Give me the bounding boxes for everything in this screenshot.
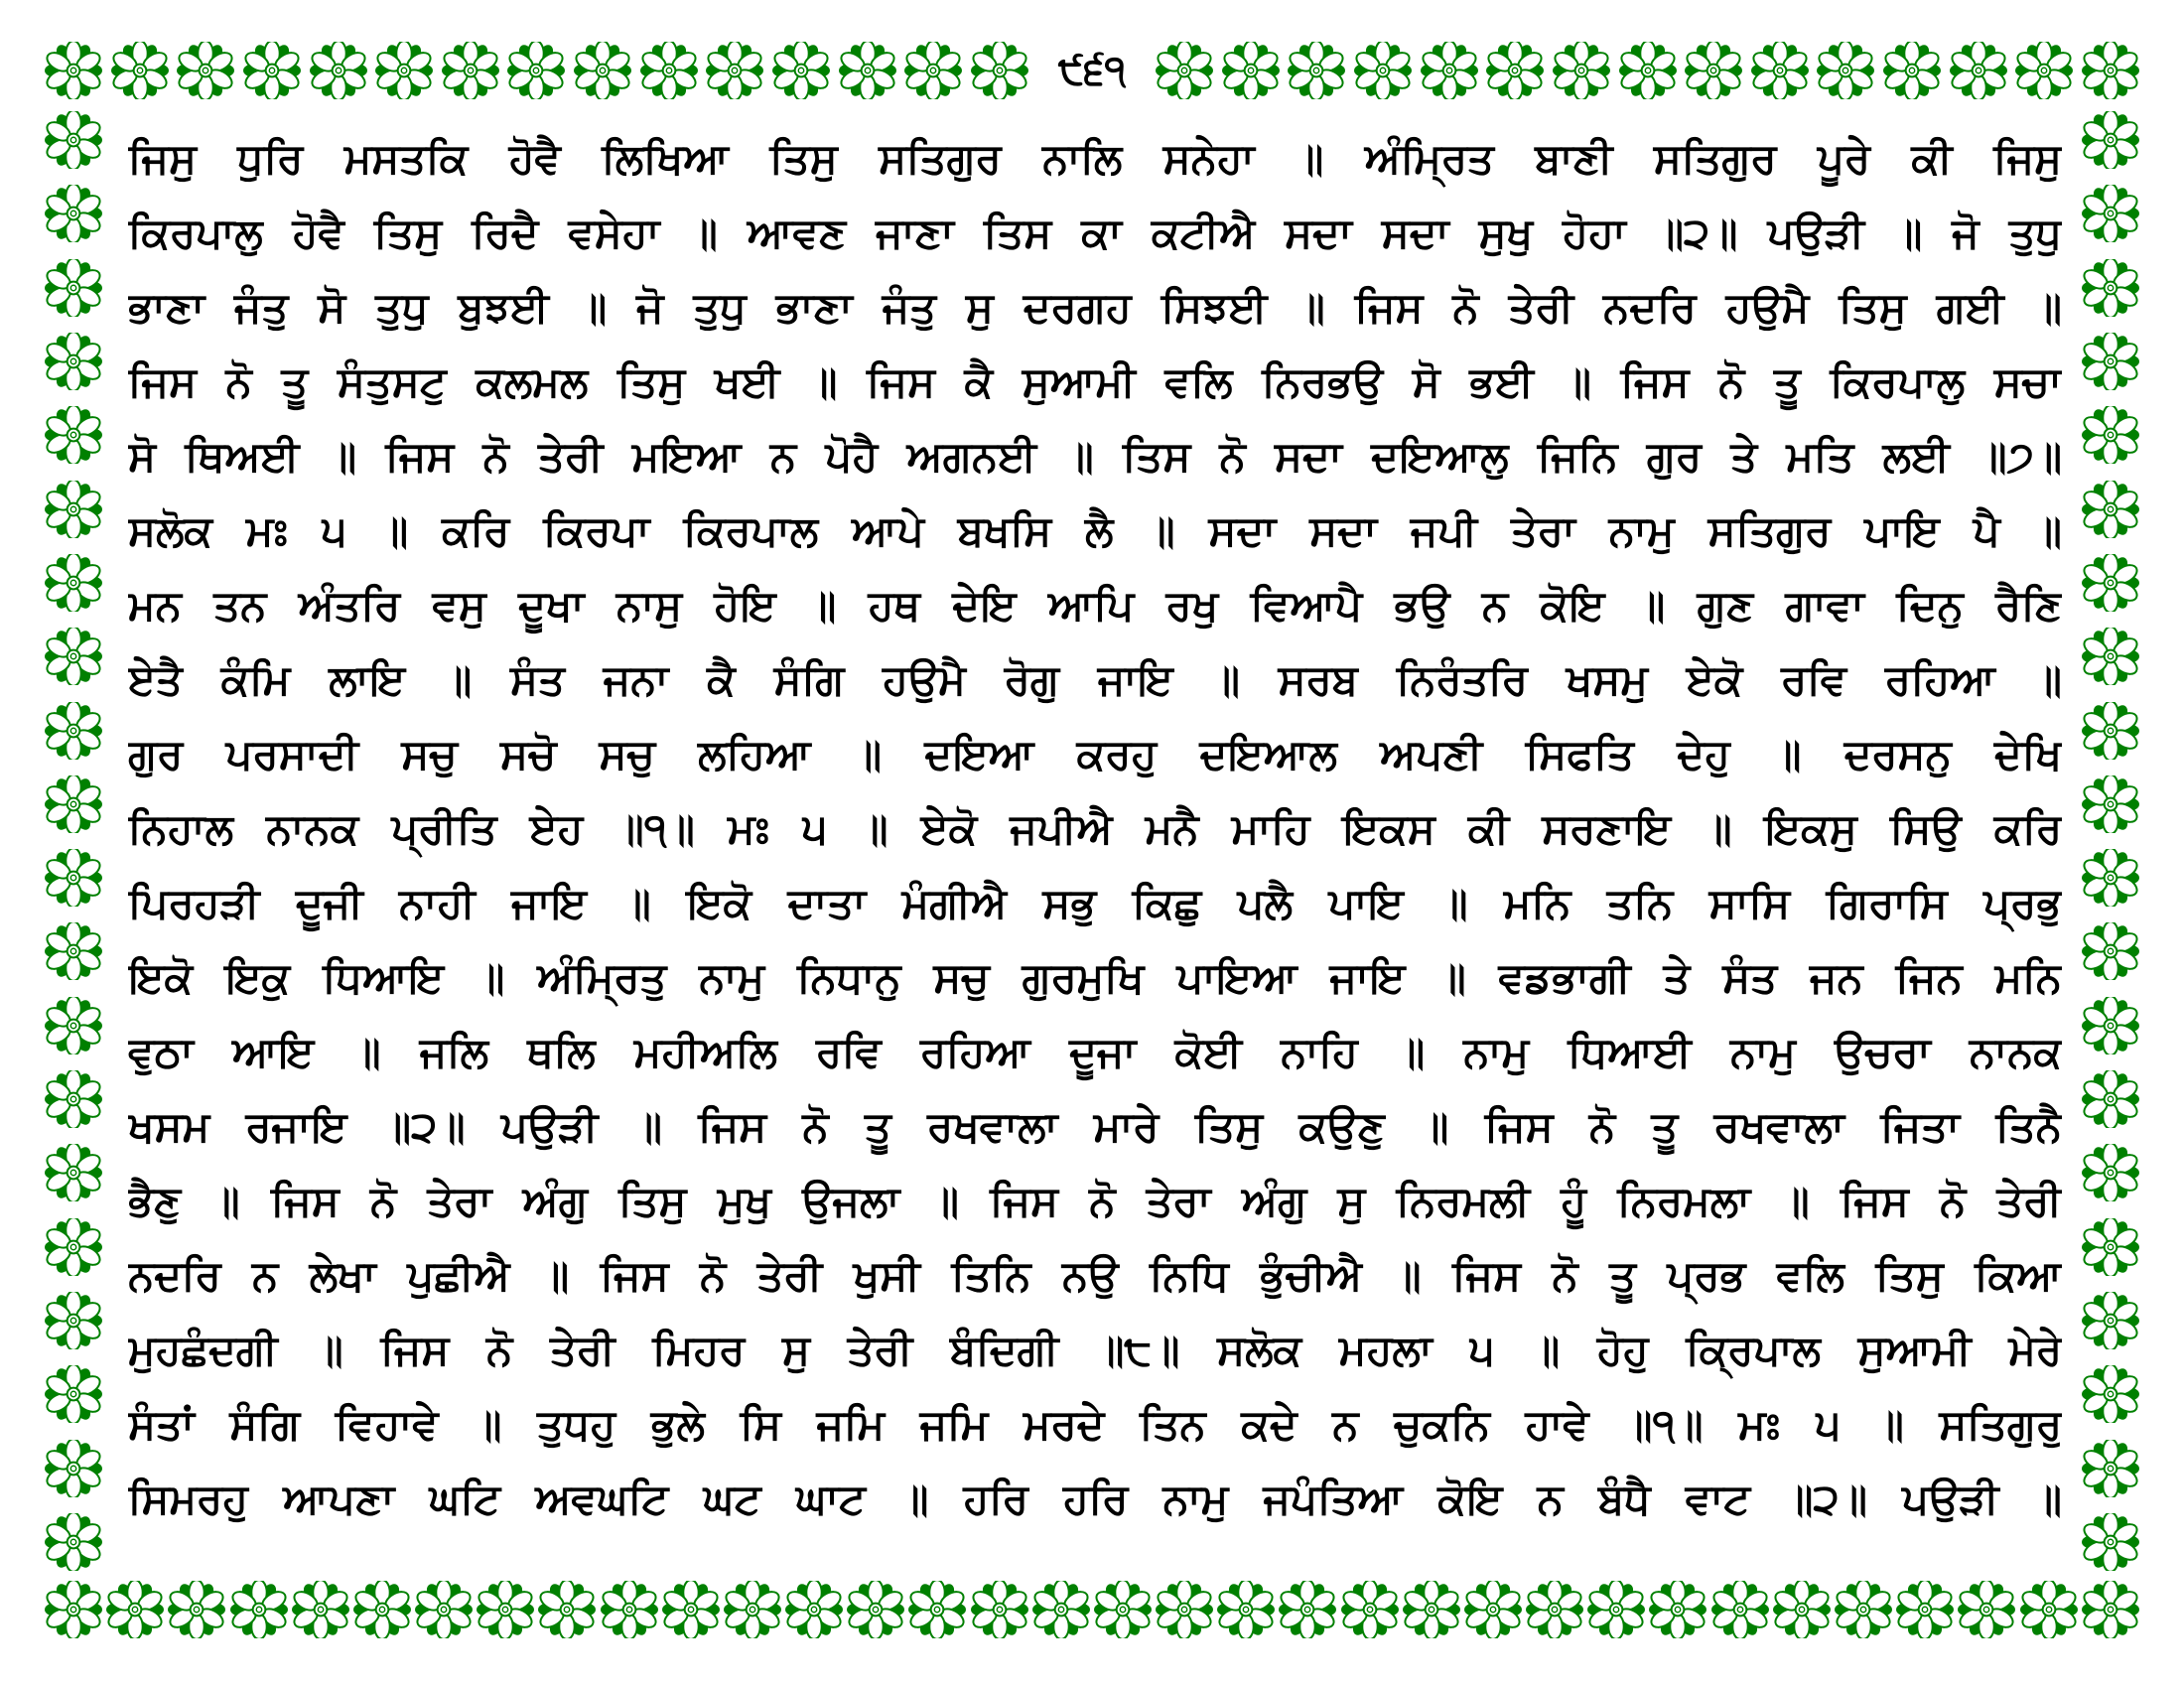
flower-icon: [45, 1070, 102, 1128]
flower-icon: [2082, 554, 2139, 612]
flower-icon: [538, 1581, 596, 1638]
border-right-flowers: [2082, 107, 2139, 1575]
flower-icon: [2082, 997, 2139, 1055]
flower-icon: [2082, 628, 2139, 685]
flower-icon: [310, 42, 367, 99]
flower-icon: [2082, 922, 2139, 980]
flower-icon: [601, 1581, 658, 1638]
flower-icon: [45, 628, 102, 685]
flower-icon: [1950, 42, 2007, 99]
flower-icon: [45, 1581, 102, 1638]
flower-icon: [1156, 42, 1213, 99]
flower-icon: [662, 1581, 720, 1638]
flower-icon: [442, 42, 499, 99]
flower-icon: [2082, 1070, 2139, 1128]
flower-icon: [1587, 1581, 1645, 1638]
flower-icon: [904, 42, 962, 99]
flower-icon: [106, 1581, 164, 1638]
flower-icon: [45, 1365, 102, 1423]
flower-icon: [2082, 702, 2139, 760]
flower-icon: [1711, 1581, 1769, 1638]
flower-icon: [1835, 1581, 1892, 1638]
flower-icon: [1958, 1581, 2015, 1638]
flower-icon: [45, 185, 102, 242]
flower-icon: [45, 922, 102, 980]
text-line: ਕਿਰਪਾਲੁ ਹੋਵੈ ਤਿਸੁ ਰਿਦੈ ਵਸੇਹਾ ॥ ਆਵਣ ਜਾਣਾ ਤਿਸ ਕਾ ਕਟੀਐ ਸਦਾ ਸਦਾ ਸੁਖੁ ਹੋਹਾ ॥੨॥ ਪਉੜੀ ॥ ਜੋ ਤੁਧੁ: [128, 209, 2062, 257]
flower-icon: [2082, 111, 2139, 169]
border-top-right-flowers: [1156, 42, 2139, 99]
flower-icon: [415, 1581, 473, 1638]
flower-icon: [2082, 1440, 2139, 1497]
text-line: ਭਾਣਾ ਜੰਤੁ ਸੋ ਤੁਧੁ ਬੁਝਈ ॥ ਜੋ ਤੁਧੁ ਭਾਣਾ ਜੰਤੁ ਸੁ ਦਰਗਹ ਸਿਝਈ ॥ ਜਿਸ ਨੋ ਤੇਰੀ ਨਦਰਿ ਹਉਮੈ ਤਿਸੁ ਗਈ ॥: [128, 283, 2062, 332]
text-line: ਪਿਰਹੜੀ ਦੂਜੀ ਨਾਹੀ ਜਾਇ ॥ ਇਕੋ ਦਾਤਾ ਮੰਗੀਐ ਸਭੁ ਕਿਛੁ ਪਲੈ ਪਾਇ ॥ ਮਨਿ ਤਨਿ ਸਾਸਿ ਗਿਰਾਸਿ ਪ੍ਰਭੁ: [128, 879, 2062, 927]
flower-icon: [45, 1513, 102, 1571]
flower-icon: [2082, 1144, 2139, 1201]
flower-icon: [45, 702, 102, 760]
text-line: ਸੋ ਥਿਅਈ ॥ ਜਿਸ ਨੋ ਤੇਰੀ ਮਇਆ ਨ ਪੋਹੈ ਅਗਨਈ ॥ ਤਿਸ ਨੋ ਸਦਾ ਦਇਆਲੁ ਜਿਨਿ ਗੁਰ ਤੇ ਮਤਿ ਲਈ ॥੭॥: [128, 432, 2062, 481]
text-line: ਮੁਹਛੰਦਗੀ ॥ ਜਿਸ ਨੋ ਤੇਰੀ ਮਿਹਰ ਸੁ ਤੇਰੀ ਬੰਦਿਗੀ ॥੮॥ ਸਲੋਕ ਮਹਲਾ ੫ ॥ ਹੋਹੁ ਕ੍ਰਿਪਾਲ ਸੁਆਮੀ ਮੇਰੇ: [128, 1326, 2062, 1374]
flower-icon: [45, 111, 102, 169]
flower-icon: [111, 42, 169, 99]
flower-icon: [1553, 42, 1610, 99]
flower-icon: [724, 1581, 781, 1638]
flower-icon: [2082, 1218, 2139, 1276]
flower-icon: [1421, 42, 1478, 99]
flower-icon: [785, 1581, 843, 1638]
flower-icon: [45, 775, 102, 833]
text-block: [102, 107, 2082, 1575]
flower-icon: [1288, 42, 1345, 99]
flower-icon: [168, 1581, 225, 1638]
page-middle: [45, 107, 2139, 1575]
flower-icon: [45, 42, 102, 99]
flower-icon: [908, 1581, 966, 1638]
flower-icon: [45, 333, 102, 390]
border-bottom-flowers: [45, 1579, 2139, 1640]
text-line: ਨਦਰਿ ਨ ਲੇਖਾ ਪੁਛੀਐ ॥ ਜਿਸ ਨੋ ਤੇਰੀ ਖੁਸੀ ਤਿਨਿ ਨਉ ਨਿਧਿ ਭੁੰਚੀਐ ॥ ਜਿਸ ਨੋ ਤੂ ਪ੍ਰਭ ਵਲਿ ਤਿਸੁ ਕਿਆ: [128, 1251, 2062, 1300]
flower-icon: [1464, 1581, 1522, 1638]
flower-icon: [2082, 775, 2139, 833]
page-number: ੯੬੧: [1057, 48, 1127, 93]
flower-icon: [1649, 1581, 1706, 1638]
flower-icon: [45, 554, 102, 612]
flower-icon: [353, 1581, 411, 1638]
flower-icon: [1032, 1581, 1090, 1638]
flower-icon: [2082, 1581, 2139, 1638]
flower-icon: [243, 42, 301, 99]
flower-icon: [45, 406, 102, 464]
text-line: ਖਸਮ ਰਜਾਇ ॥੨॥ ਪਉੜੀ ॥ ਜਿਸ ਨੋ ਤੂ ਰਖਵਾਲਾ ਮਾਰੇ ਤਿਸੁ ਕਉਣੁ ॥ ਜਿਸ ਨੋ ਤੂ ਰਖਵਾਲਾ ਜਿਤਾ ਤਿਨੈ: [128, 1102, 2062, 1151]
flower-icon: [45, 481, 102, 538]
flower-icon: [1222, 42, 1280, 99]
flower-icon: [45, 1292, 102, 1349]
flower-icon: [45, 1218, 102, 1276]
flower-icon: [2082, 1513, 2139, 1571]
flower-icon: [1094, 1581, 1152, 1638]
flower-icon: [839, 42, 896, 99]
flower-icon: [45, 1144, 102, 1201]
flower-icon: [45, 849, 102, 907]
text-line: ਨਿਹਾਲ ਨਾਨਕ ਪ੍ਰੀਤਿ ਏਹ ॥੧॥ ਮਃ ੫ ॥ ਏਕੋ ਜਪੀਐ ਮਨੈ ਮਾਹਿ ਇਕਸ ਕੀ ਸਰਣਾਇ ॥ ਇਕਸੁ ਸਿਉ ਕਰਿ: [128, 804, 2062, 853]
flower-icon: [706, 42, 763, 99]
text-line: ਸਿਮਰਹੁ ਆਪਣਾ ਘਟਿ ਅਵਘਟਿ ਘਟ ਘਾਟ ॥ ਹਰਿ ਹਰਿ ਨਾਮੁ ਜਪੰਤਿਆ ਕੋਇ ਨ ਬੰਧੈ ਵਾਟ ॥੨॥ ਪਉੜੀ ॥: [128, 1475, 2062, 1523]
flower-icon: [375, 42, 433, 99]
text-line: ਸਲੋਕ ਮਃ ੫ ॥ ਕਰਿ ਕਿਰਪਾ ਕਿਰਪਾਲ ਆਪੇ ਬਖਸਿ ਲੈ ॥ ਸਦਾ ਸਦਾ ਜਪੀ ਤੇਰਾ ਨਾਮੁ ਸਤਿਗੁਰ ਪਾਇ ਪੈ ॥: [128, 506, 2062, 555]
flower-icon: [640, 42, 698, 99]
text-line: ਏਤੈ ਕੰਮਿ ਲਾਇ ॥ ਸੰਤ ਜਨਾ ਕੈ ਸੰਗਿ ਹਉਮੈ ਰੋਗੁ ਜਾਇ ॥ ਸਰਬ ਨਿਰੰਤਰਿ ਖਸਮੁ ਏਕੋ ਰਵਿ ਰਹਿਆ ॥: [128, 655, 2062, 704]
text-line: ਸੰਤਾਂ ਸੰਗਿ ਵਿਹਾਵੇ ॥ ਤੁਧਹੁ ਭੁਲੇ ਸਿ ਜਮਿ ਜਮਿ ਮਰਦੇ ਤਿਨ ਕਦੇ ਨ ਚੁਕਨਿ ਹਾਵੇ ॥੧॥ ਮਃ ੫ ॥ ਸਤਿਗੁਰੁ: [128, 1400, 2062, 1449]
flower-icon: [2082, 849, 2139, 907]
flower-icon: [1354, 42, 1412, 99]
flower-icon: [1773, 1581, 1831, 1638]
flower-icon: [2082, 333, 2139, 390]
text-line: ਗੁਰ ਪਰਸਾਦੀ ਸਚੁ ਸਚੋ ਸਚੁ ਲਹਿਆ ॥ ਦਇਆ ਕਰਹੁ ਦਇਆਲ ਅਪਣੀ ਸਿਫਤਿ ਦੇਹੁ ॥ ਦਰਸਨੁ ਦੇਖਿ: [128, 730, 2062, 778]
flower-icon: [1817, 42, 1874, 99]
flower-icon: [1619, 42, 1677, 99]
text-line: ਜਿਸ ਨੋ ਤੂ ਸੰਤੁਸਟੁ ਕਲਮਲ ਤਿਸੁ ਖਈ ॥ ਜਿਸ ਕੈ ਸੁਆਮੀ ਵਲਿ ਨਿਰਭਉ ਸੋ ਭਈ ॥ ਜਿਸ ਨੋ ਤੂ ਕਿਰਪਾਲੁ ਸਚਾ: [128, 357, 2062, 406]
text-line: ਭੈਣੁ ॥ ਜਿਸ ਨੋ ਤੇਰਾ ਅੰਗੁ ਤਿਸੁ ਮੁਖੁ ਉਜਲਾ ॥ ਜਿਸ ਨੋ ਤੇਰਾ ਅੰਗੁ ਸੁ ਨਿਰਮਲੀ ਹੂੰ ਨਿਰਮਲਾ ॥ ਜਿਸ ਨੋ ਤੇਰੀ: [128, 1177, 2062, 1225]
border-top-left-flowers: [45, 42, 1028, 99]
flower-icon: [574, 42, 631, 99]
flower-icon: [1403, 1581, 1460, 1638]
flower-icon: [1279, 1581, 1336, 1638]
border-top: [45, 40, 2139, 101]
flower-icon: [2015, 42, 2073, 99]
text-line: ਮਨ ਤਨ ਅੰਤਰਿ ਵਸੁ ਦੂਖਾ ਨਾਸੁ ਹੋਇ ॥ ਹਥ ਦੇਇ ਆਪਿ ਰਖੁ ਵਿਆਪੈ ਭਉ ਨ ਕੋਇ ॥ ਗੁਣ ਗਾਵਾ ਦਿਨੁ ਰੈਣਿ: [128, 581, 2062, 630]
flower-icon: [2082, 1365, 2139, 1423]
flower-icon: [847, 1581, 904, 1638]
flower-icon: [772, 42, 830, 99]
flower-icon: [45, 259, 102, 317]
flower-icon: [2082, 1292, 2139, 1349]
border-left-flowers: [45, 107, 102, 1575]
flower-icon: [971, 1581, 1028, 1638]
flower-icon: [1896, 1581, 1954, 1638]
flower-icon: [45, 1440, 102, 1497]
text-line: ਵੁਠਾ ਆਇ ॥ ਜਲਿ ਥਲਿ ਮਹੀਅਲਿ ਰਵਿ ਰਹਿਆ ਦੂਜਾ ਕੋਈ ਨਾਹਿ ॥ ਨਾਮੁ ਧਿਆਈ ਨਾਮੁ ਉਚਰਾ ਨਾਨਕ: [128, 1028, 2062, 1076]
flower-icon: [1685, 42, 1742, 99]
flower-icon: [971, 42, 1028, 99]
flower-icon: [2082, 406, 2139, 464]
flower-icon: [177, 42, 234, 99]
flower-icon: [1341, 1581, 1399, 1638]
flower-icon: [2082, 481, 2139, 538]
flower-icon: [477, 1581, 534, 1638]
flower-icon: [2082, 185, 2139, 242]
flower-icon: [1751, 42, 1809, 99]
flower-icon: [2020, 1581, 2078, 1638]
flower-icon: [2082, 42, 2139, 99]
flower-icon: [1883, 42, 1941, 99]
flower-icon: [2082, 259, 2139, 317]
flower-icon: [1156, 1581, 1213, 1638]
flower-icon: [292, 1581, 349, 1638]
text-line: ਇਕੋ ਇਕੁ ਧਿਆਇ ॥ ਅੰਮ੍ਰਿਤੁ ਨਾਮੁ ਨਿਧਾਨੁ ਸਚੁ ਗੁਰਮੁਖਿ ਪਾਇਆ ਜਾਇ ॥ ਵਡਭਾਗੀ ਤੇ ਸੰਤ ਜਨ ਜਿਨ ਮਨਿ: [128, 953, 2062, 1002]
flower-icon: [45, 997, 102, 1055]
flower-icon: [230, 1581, 288, 1638]
flower-icon: [1486, 42, 1544, 99]
flower-icon: [507, 42, 565, 99]
flower-icon: [1217, 1581, 1275, 1638]
text-line: ਜਿਸੁ ਧੁਰਿ ਮਸਤਕਿ ਹੋਵੈ ਲਿਖਿਆ ਤਿਸੁ ਸਤਿਗੁਰ ਨਾਲਿ ਸਨੇਹਾ ॥ ਅੰਮ੍ਰਿਤ ਬਾਣੀ ਸਤਿਗੁਰ ਪੂਰੇ ਕੀ ਜਿਸੁ: [128, 134, 2062, 183]
flower-icon: [1526, 1581, 1583, 1638]
